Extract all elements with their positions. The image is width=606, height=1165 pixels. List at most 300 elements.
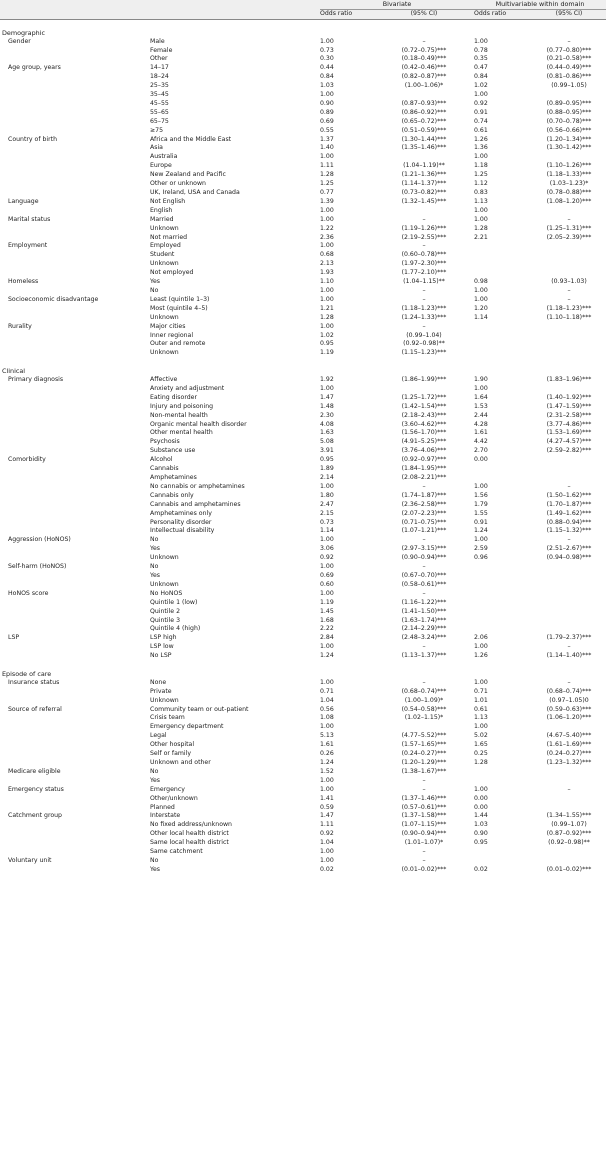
table-row — [0, 189, 606, 198]
bivariate-ci-cell: (0.67–0.70)*** — [401, 571, 447, 579]
category-cell: Outer and remote — [150, 340, 206, 348]
multivariable-or-cell: 0.95 — [474, 839, 488, 847]
bivariate-ci-cell: – — [422, 589, 426, 597]
table-row — [0, 608, 606, 617]
multivariable-or-cell: 5.02 — [474, 732, 488, 740]
table-row — [0, 456, 606, 465]
bivariate-ci-cell: – — [422, 322, 426, 330]
bivariate-or-cell: 1.68 — [320, 616, 334, 624]
bivariate-or-cell: 1.00 — [320, 215, 334, 223]
table-row — [0, 839, 606, 848]
multivariable-or-cell — [474, 608, 532, 617]
bivariate-ci-cell: (1.63–1.74)*** — [401, 616, 447, 624]
bivariate-ci-cell: (2.08–2.21)*** — [401, 474, 447, 481]
table-row — [0, 305, 606, 314]
variable-cell: Self-harm (HoNOS) — [8, 563, 67, 571]
multivariable-or-cell: 1.79 — [474, 500, 488, 508]
bivariate-ci-cell: – — [422, 215, 426, 223]
variable-cell — [0, 314, 150, 323]
category-cell: Crisis team — [150, 714, 185, 722]
bivariate-ci-cell: (4.77–5.52)*** — [401, 732, 447, 740]
bivariate-ci-cell: (4.91–5.25)*** — [401, 438, 447, 446]
variable-cell — [0, 260, 150, 269]
bivariate-or-cell: 1.11 — [320, 821, 334, 829]
multivariable-ci-cell: (1.34–1.55)*** — [546, 812, 592, 820]
bivariate-or-cell: 0.89 — [320, 108, 334, 116]
bivariate-or-cell: 0.71 — [320, 687, 334, 695]
multivariable-or-cell: 1.28 — [474, 758, 488, 766]
table-row — [0, 260, 606, 269]
bivariate-or-cell: 3.91 — [320, 447, 334, 455]
category-cell: Not married — [150, 233, 188, 241]
bivariate-ci-cell: (2.18–2.43)*** — [401, 411, 447, 419]
variable-cell — [0, 501, 150, 510]
multivariable-or-cell: 1.00 — [474, 482, 488, 490]
bivariate-ci-cell: (1.41–1.50)*** — [401, 607, 447, 615]
multivariable-or-cell: 0.98 — [474, 278, 488, 286]
bivariate-or-cell: 1.93 — [320, 269, 334, 277]
bivariate-or-cell: 2.36 — [320, 233, 334, 241]
category-cell: Least (quintile 1–3) — [150, 295, 210, 303]
variable-cell — [0, 545, 150, 554]
multivariable-ci-cell: – — [567, 215, 571, 223]
multivariable-ci-cell: (3.77–4.86)*** — [546, 420, 592, 428]
multivariable-or-cell: 0.83 — [474, 189, 488, 197]
multivariable-ci-cell: (1.18–1.23)*** — [546, 304, 592, 312]
variable-cell — [0, 759, 150, 768]
bivariate-or-cell: 1.00 — [320, 848, 334, 856]
bivariate-or-cell: 1.02 — [320, 331, 334, 339]
table-row — [0, 109, 606, 118]
variable-cell — [0, 652, 150, 661]
category-cell: Quintile 3 — [150, 616, 181, 624]
bivariate-ci-cell: (0.58–0.61)*** — [401, 580, 447, 588]
bivariate-ci-cell: (3.76–4.06)*** — [401, 447, 447, 455]
bivariate-or-cell: 1.00 — [320, 643, 334, 651]
table-row — [0, 349, 606, 358]
table-row — [0, 643, 606, 652]
bivariate-ci-cell: (1.21–1.36)*** — [401, 171, 447, 179]
variable-cell — [0, 714, 150, 723]
bivariate-or-cell: 2.22 — [320, 625, 334, 633]
multivariable-or-cell — [474, 242, 532, 251]
multivariable-ci-cell: (0.87–0.92)*** — [546, 830, 592, 838]
table-row — [0, 278, 606, 287]
table-row — [0, 786, 606, 795]
multivariable-or-cell: 1.25 — [474, 171, 488, 179]
header-multivariable: Multivariable within domain — [474, 0, 606, 9]
multivariable-or-cell — [474, 251, 532, 260]
category-cell: Same catchment — [150, 848, 203, 856]
bivariate-or-cell: 1.00 — [320, 776, 334, 784]
multivariable-ci-cell: (4.27–4.57)*** — [546, 438, 592, 446]
table-row — [0, 617, 606, 626]
multivariable-ci-cell: (1.25–1.31)*** — [546, 224, 592, 232]
table-row — [0, 777, 606, 786]
multivariable-or-cell: 1.12 — [474, 180, 488, 188]
multivariable-ci-cell: – — [567, 643, 571, 651]
header-odds-ratio-multivariable: Odds ratio — [474, 9, 532, 19]
multivariable-or-cell: 1.00 — [474, 153, 488, 161]
bivariate-ci-cell: (1.38–1.67)*** — [401, 767, 447, 775]
bivariate-ci-cell: (0.65–0.72)*** — [401, 117, 447, 125]
category-cell: Quintile 4 (high) — [150, 625, 201, 633]
multivariable-or-cell: 1.56 — [474, 491, 488, 499]
header-odds-ratio-bivariate: Odds ratio — [320, 9, 374, 19]
bivariate-ci-cell: (1.74–1.87)*** — [401, 491, 447, 499]
variable-cell: Source of referral — [8, 705, 62, 713]
bivariate-or-cell: 2.14 — [320, 474, 334, 481]
category-cell: No — [150, 536, 159, 544]
variable-cell — [0, 109, 150, 118]
category-cell: Not English — [150, 197, 186, 205]
bivariate-ci-cell: (0.90–0.94)*** — [401, 554, 447, 562]
multivariable-ci-cell: (4.67–5.40)*** — [546, 732, 592, 740]
variable-cell: Gender — [8, 37, 31, 45]
table-row — [0, 501, 606, 510]
multivariable-or-cell — [474, 323, 532, 332]
bivariate-ci-cell: – — [422, 848, 426, 856]
table-row — [0, 180, 606, 189]
bivariate-ci-cell: (1.14–1.37)*** — [401, 180, 447, 188]
bivariate-ci-cell: (1.32–1.45)*** — [401, 197, 447, 205]
multivariable-or-cell — [474, 563, 532, 572]
table-row — [0, 581, 606, 590]
table-row — [0, 91, 606, 100]
table-row — [0, 340, 606, 349]
multivariable-ci-cell: (2.31–2.58)*** — [546, 411, 592, 419]
bivariate-or-cell: 1.00 — [320, 295, 334, 303]
multivariable-or-cell: 4.28 — [474, 420, 488, 428]
category-cell: Psychosis — [150, 438, 180, 446]
table-row — [0, 706, 606, 715]
table-body — [0, 19, 606, 874]
multivariable-or-cell: 2.21 — [474, 233, 488, 241]
bivariate-or-cell: 1.00 — [320, 384, 334, 392]
spacer-row — [0, 358, 606, 367]
category-cell: No LSP — [150, 652, 172, 660]
multivariable-ci-cell: (1.53–1.69)*** — [546, 429, 592, 437]
bivariate-ci-cell — [374, 207, 474, 216]
multivariable-ci-cell: (1.03–1.23)* — [549, 180, 589, 188]
multivariable-ci-cell — [532, 777, 606, 786]
table-row — [0, 332, 606, 341]
table-row — [0, 251, 606, 260]
bivariate-ci-cell: (1.00–1.09)* — [404, 696, 444, 704]
multivariable-ci-cell: (1.10–1.26)*** — [546, 162, 592, 170]
multivariable-ci-cell — [532, 474, 606, 483]
multivariable-ci-cell: (0.24–0.27)*** — [546, 750, 592, 758]
bivariate-ci-cell: (1.77–2.10)*** — [401, 269, 447, 277]
category-cell: 35–45 — [150, 91, 169, 99]
multivariable-ci-cell: – — [567, 785, 571, 793]
multivariable-or-cell: 1.20 — [474, 304, 488, 312]
variable-cell — [0, 287, 150, 296]
variable-cell — [0, 207, 150, 216]
multivariable-or-cell: 1.00 — [474, 37, 488, 45]
multivariable-ci-cell — [532, 91, 606, 100]
variable-cell — [0, 527, 150, 536]
variable-cell — [0, 127, 150, 136]
bivariate-ci-cell: – — [422, 295, 426, 303]
multivariable-or-cell: 0.84 — [474, 73, 488, 81]
variable-cell: Voluntary unit — [8, 856, 52, 864]
table-row — [0, 269, 606, 278]
bivariate-ci-cell — [374, 385, 474, 394]
multivariable-or-cell: 1.00 — [474, 785, 488, 793]
bivariate-ci-cell: (0.18–0.49)*** — [401, 55, 447, 63]
bivariate-or-cell: 4.08 — [320, 420, 334, 428]
variable-cell — [0, 332, 150, 341]
bivariate-or-cell: 1.22 — [320, 224, 334, 232]
bivariate-ci-cell: (1.00–1.06)* — [404, 82, 444, 90]
bivariate-ci-cell: – — [422, 776, 426, 784]
category-cell: Unknown and other — [150, 758, 211, 766]
variable-cell — [0, 821, 150, 830]
bivariate-ci-cell: (1.42–1.54)*** — [401, 402, 447, 410]
multivariable-ci-cell: (2.59–2.82)*** — [546, 447, 592, 455]
table-row — [0, 714, 606, 723]
category-cell: Europe — [150, 162, 172, 170]
variable-cell — [0, 225, 150, 234]
category-cell: No — [150, 286, 159, 294]
multivariable-ci-cell: (1.47–1.59)*** — [546, 402, 592, 410]
bivariate-or-cell: 0.55 — [320, 126, 334, 134]
multivariable-ci-cell: (0.56–0.66)*** — [546, 126, 592, 134]
bivariate-or-cell: 1.08 — [320, 714, 334, 722]
multivariable-ci-cell: (1.50–1.62)*** — [546, 491, 592, 499]
multivariable-or-cell: 0.61 — [474, 705, 488, 713]
category-cell: No — [150, 856, 159, 864]
category-cell: No cannabis or amphetamines — [150, 482, 245, 490]
variable-cell: Marital status — [8, 215, 51, 223]
bivariate-or-cell: 1.40 — [320, 144, 334, 152]
bivariate-or-cell: 0.90 — [320, 99, 334, 107]
bivariate-ci-cell — [374, 153, 474, 162]
variable-cell — [0, 866, 150, 875]
multivariable-ci-cell — [532, 385, 606, 394]
bivariate-or-cell: 0.69 — [320, 117, 334, 125]
category-cell: 45–55 — [150, 99, 169, 107]
category-cell: 18–24 — [150, 73, 169, 81]
table-row — [0, 563, 606, 572]
multivariable-or-cell: 1.13 — [474, 714, 488, 722]
category-cell: Planned — [150, 803, 175, 811]
table-row — [0, 55, 606, 64]
section-row — [0, 29, 606, 38]
header-blank — [150, 0, 320, 9]
multivariable-or-cell: 1.64 — [474, 393, 488, 401]
multivariable-ci-cell — [532, 340, 606, 349]
category-cell: Other or unknown — [150, 180, 206, 188]
bivariate-ci-cell: (0.82–0.87)*** — [401, 73, 447, 81]
bivariate-or-cell: 0.92 — [320, 554, 334, 562]
category-cell: UK, Ireland, USA and Canada — [150, 189, 240, 197]
multivariable-or-cell — [474, 332, 532, 341]
multivariable-or-cell: 1.00 — [474, 286, 488, 294]
table-row — [0, 323, 606, 332]
variable-cell: Socioeconomic disadvantage — [8, 295, 99, 303]
bivariate-ci-cell: (1.02–1.15)* — [404, 714, 444, 722]
multivariable-ci-cell: (1.14–1.40)*** — [546, 652, 592, 660]
category-cell: ≥75 — [150, 126, 164, 134]
multivariable-ci-cell — [532, 323, 606, 332]
multivariable-ci-cell: (0.44–0.49)*** — [546, 64, 592, 72]
category-cell: Self or family — [150, 750, 191, 758]
multivariable-or-cell — [474, 572, 532, 581]
multivariable-or-cell: 1.00 — [474, 206, 488, 214]
bivariate-or-cell: 5.08 — [320, 438, 334, 446]
variable-cell — [0, 830, 150, 839]
section-title: Clinical — [2, 367, 26, 376]
table-row — [0, 47, 606, 56]
bivariate-or-cell: 0.56 — [320, 705, 334, 713]
multivariable-or-cell: 1.00 — [474, 723, 488, 731]
multivariable-ci-cell — [532, 599, 606, 608]
category-cell: Other local health district — [150, 830, 229, 838]
bivariate-ci-cell: (0.68–0.74)*** — [401, 687, 447, 695]
category-cell: Unknown — [150, 696, 179, 704]
table-row — [0, 438, 606, 447]
bivariate-or-cell: 0.95 — [320, 340, 334, 348]
variable-cell — [0, 438, 150, 447]
category-cell: Major cities — [150, 322, 186, 330]
multivariable-ci-cell: (0.88–0.95)*** — [546, 108, 592, 116]
multivariable-or-cell: 1.36 — [474, 144, 488, 152]
bivariate-or-cell: 2.15 — [320, 509, 334, 517]
table-row — [0, 527, 606, 536]
spacer-cell — [0, 358, 606, 367]
category-cell: Organic mental health disorder — [150, 420, 247, 428]
bivariate-ci-cell: – — [422, 563, 426, 571]
multivariable-or-cell — [474, 625, 532, 634]
multivariable-ci-cell: – — [567, 678, 571, 686]
table-row — [0, 599, 606, 608]
category-cell: Quintile 1 (low) — [150, 598, 198, 606]
multivariable-ci-cell: (1.40–1.92)*** — [546, 393, 592, 401]
category-cell: Asia — [150, 144, 163, 152]
multivariable-ci-cell: (1.30–1.42)*** — [546, 144, 592, 152]
bivariate-ci-cell: (2.07–2.23)*** — [401, 509, 447, 517]
multivariable-ci-cell — [532, 207, 606, 216]
bivariate-or-cell: 1.14 — [320, 527, 334, 535]
multivariable-or-cell — [474, 474, 532, 483]
multivariable-or-cell: 0.35 — [474, 55, 488, 63]
multivariable-or-cell: 0.92 — [474, 99, 488, 107]
variable-cell: Catchment group — [8, 812, 62, 820]
bivariate-ci-cell: (2.97–3.15)*** — [401, 545, 447, 553]
table-row — [0, 554, 606, 563]
variable-cell — [0, 777, 150, 786]
multivariable-or-cell: 1.18 — [474, 162, 488, 170]
category-cell: Other/unknown — [150, 794, 198, 802]
multivariable-ci-cell — [532, 723, 606, 732]
table-row — [0, 429, 606, 438]
bivariate-or-cell: 1.28 — [320, 171, 334, 179]
bivariate-or-cell: 1.00 — [320, 37, 334, 45]
variable-cell — [0, 153, 150, 162]
category-cell: No — [150, 767, 159, 775]
bivariate-ci-cell: (1.56–1.70)*** — [401, 429, 447, 437]
table-row — [0, 465, 606, 474]
category-cell: Cannabis only — [150, 491, 194, 499]
category-cell: 14–17 — [150, 64, 169, 72]
multivariable-or-cell: 1.26 — [474, 135, 488, 143]
bivariate-or-cell: 1.00 — [320, 589, 334, 597]
category-cell: 55–65 — [150, 108, 169, 116]
variable-cell — [0, 100, 150, 109]
variable-cell — [0, 180, 150, 189]
multivariable-or-cell — [474, 777, 532, 786]
bivariate-or-cell: 1.00 — [320, 206, 334, 214]
multivariable-or-cell: 1.00 — [474, 215, 488, 223]
variable-cell: LSP — [8, 634, 20, 642]
multivariable-ci-cell — [532, 848, 606, 857]
table-row — [0, 162, 606, 171]
table-row — [0, 723, 606, 732]
variable-cell — [0, 234, 150, 243]
category-cell: Alcohol — [150, 456, 173, 464]
category-cell: 25–35 — [150, 82, 169, 90]
category-cell: Yes — [150, 545, 160, 553]
bivariate-or-cell: 0.73 — [320, 46, 334, 54]
table-row — [0, 216, 606, 225]
bivariate-ci-cell: – — [422, 242, 426, 250]
bivariate-or-cell: 0.26 — [320, 750, 334, 758]
bivariate-or-cell: 1.80 — [320, 491, 334, 499]
multivariable-ci-cell: (0.81–0.86)*** — [546, 73, 592, 81]
variable-cell — [0, 483, 150, 492]
bivariate-or-cell: 0.92 — [320, 830, 334, 838]
category-cell: LSP low — [150, 643, 174, 651]
bivariate-ci-cell: (1.01–1.07)* — [404, 839, 444, 847]
table-row — [0, 287, 606, 296]
multivariable-ci-cell: (1.15–1.32)*** — [546, 527, 592, 535]
category-cell: Unknown — [150, 349, 179, 357]
bivariate-ci-cell: (2.48–3.24)*** — [401, 634, 447, 642]
category-cell: Cannabis and amphetamines — [150, 500, 241, 508]
multivariable-or-cell: 2.70 — [474, 447, 488, 455]
bivariate-ci-cell: (1.25–1.72)*** — [401, 393, 447, 401]
multivariable-ci-cell — [532, 349, 606, 358]
variable-cell — [0, 643, 150, 652]
section-row — [0, 367, 606, 376]
category-cell: New Zealand and Pacific — [150, 171, 226, 179]
multivariable-ci-cell: (0.01–0.02)*** — [546, 865, 592, 873]
category-cell: No fixed address/unknown — [150, 821, 232, 829]
bivariate-or-cell: 1.03 — [320, 82, 334, 90]
bivariate-or-cell: 1.19 — [320, 349, 334, 357]
variable-cell — [0, 474, 150, 483]
multivariable-or-cell — [474, 581, 532, 590]
spacer-row — [0, 661, 606, 670]
bivariate-ci-cell: (1.04–1.15)** — [403, 278, 445, 286]
bivariate-ci-cell: – — [422, 785, 426, 793]
multivariable-ci-cell — [532, 456, 606, 465]
multivariable-or-cell — [474, 349, 532, 358]
multivariable-or-cell: 0.02 — [474, 865, 488, 873]
multivariable-ci-cell: (0.77–0.80)*** — [546, 46, 592, 54]
bivariate-ci-cell: (1.19–1.26)*** — [401, 224, 447, 232]
bivariate-ci-cell: (1.13–1.37)*** — [401, 652, 447, 660]
bivariate-ci-cell: (1.35–1.46)*** — [401, 144, 447, 152]
category-cell: Student — [150, 251, 175, 259]
table-row — [0, 394, 606, 403]
category-cell: 65–75 — [150, 117, 169, 125]
multivariable-or-cell — [474, 857, 532, 866]
category-cell: Inner regional — [150, 331, 194, 339]
variable-cell — [0, 394, 150, 403]
